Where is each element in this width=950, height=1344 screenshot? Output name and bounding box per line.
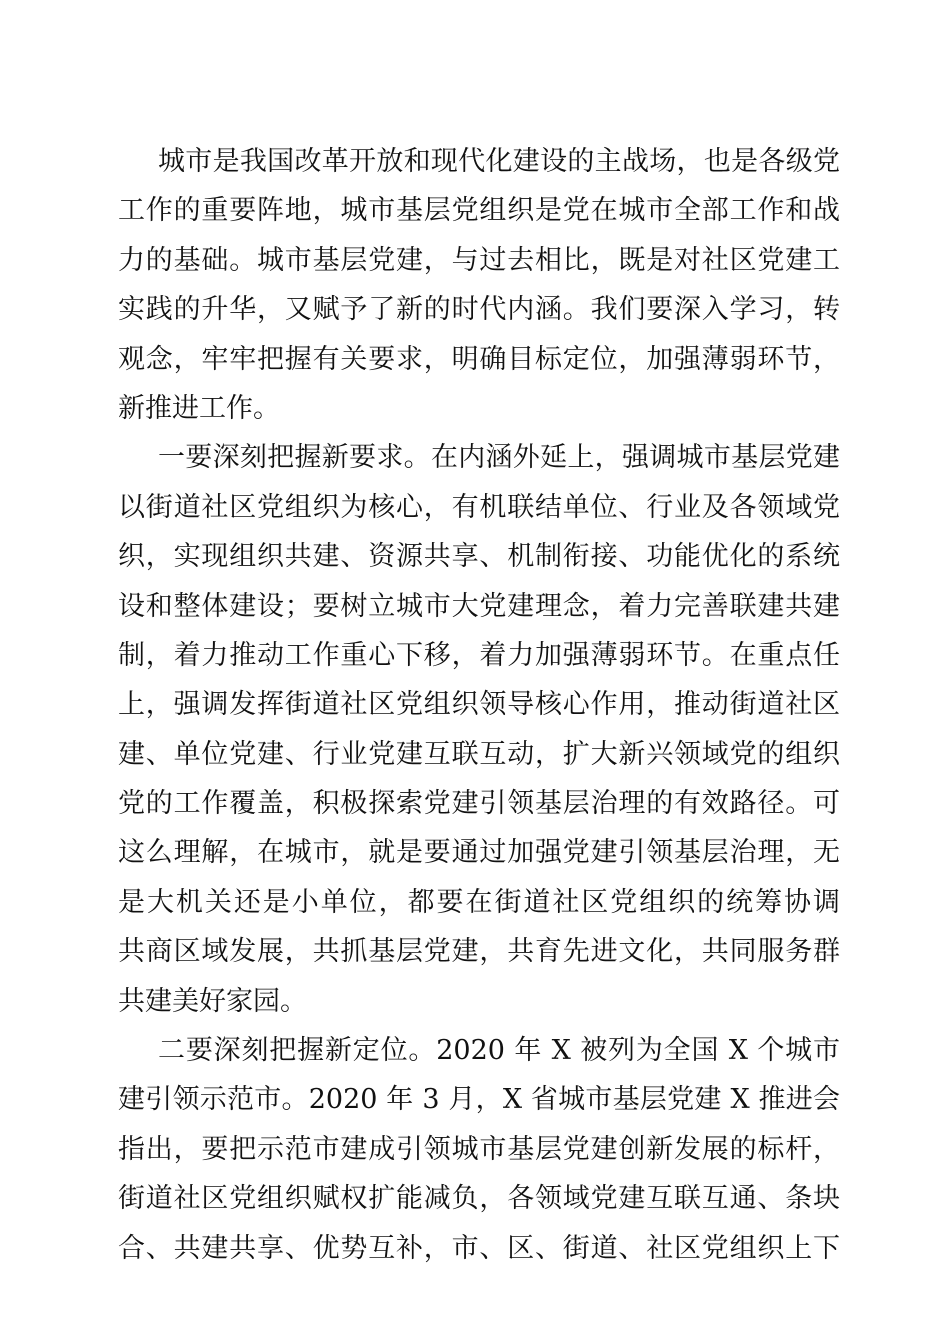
- text-line: 制，着力推动工作重心下移，着力加强薄弱环节。在重点任: [118, 639, 840, 671]
- text-line: 一要深刻把握新要求。在内涵外延上，强调城市基层党建: [158, 442, 840, 474]
- paragraph-3: [118, 1026, 840, 1273]
- text-line: 工作的重要阵地，城市基层党组织是党在城市全部工作和战: [118, 195, 840, 227]
- text-line: 建、单位党建、行业党建互联互动，扩大新兴领域党的组织: [118, 738, 840, 770]
- text-line: 二要深刻把握新定位。2020 年 X 被列为全国 X 个城市: [158, 1035, 840, 1067]
- text-line: 共建美好家园。: [118, 985, 307, 1017]
- text-line: 力的基础。城市基层党建，与过去相比，既是对社区党建工: [118, 244, 840, 276]
- text-line: 党的工作覆盖，积极探索党建引领基层治理的有效路径。可: [118, 788, 840, 820]
- document-body: [118, 137, 840, 1273]
- text-line: 是大机关还是小单位，都要在街道社区党组织的统筹协调: [118, 886, 840, 918]
- text-line: 合、共建共享、优势互补，市、区、街道、社区党组织上下: [118, 1232, 840, 1264]
- text-line: 以街道社区党组织为核心，有机联结单位、行业及各领域党: [118, 491, 840, 523]
- text-line: 街道社区党组织赋权扩能减负，各领域党建互联互通、条块: [118, 1183, 840, 1215]
- paragraph-1: [118, 137, 840, 433]
- text-line: 共商区域发展，共抓基层党建，共育先进文化，共同服务群: [118, 936, 840, 968]
- text-line: 实践的升华，又赋予了新的时代内涵。我们要深入学习，转: [118, 294, 840, 326]
- text-line: 建引领示范市。2020 年 3 月，X 省城市基层党建 X 推进会: [118, 1084, 840, 1116]
- text-line: 新推进工作。: [118, 392, 280, 424]
- text-line: 设和整体建设；要树立城市大党建理念，着力完善联建共建: [118, 590, 840, 622]
- text-line: 观念，牢牢把握有关要求，明确目标定位，加强薄弱环节，: [118, 343, 840, 375]
- text-line: 上，强调发挥街道社区党组织领导核心作用，推动街道社区: [118, 689, 840, 721]
- paragraph-2: [118, 433, 840, 1026]
- text-line: 指出，要把示范市建成引领城市基层党建创新发展的标杆，: [118, 1133, 840, 1165]
- text-line: 这么理解，在城市，就是要通过加强党建引领基层治理，无: [118, 837, 840, 869]
- text-line: 城市是我国改革开放和现代化建设的主战场，也是各级党: [158, 146, 840, 177]
- text-line: 织，实现组织共建、资源共享、机制衔接、功能优化的系统: [118, 541, 840, 573]
